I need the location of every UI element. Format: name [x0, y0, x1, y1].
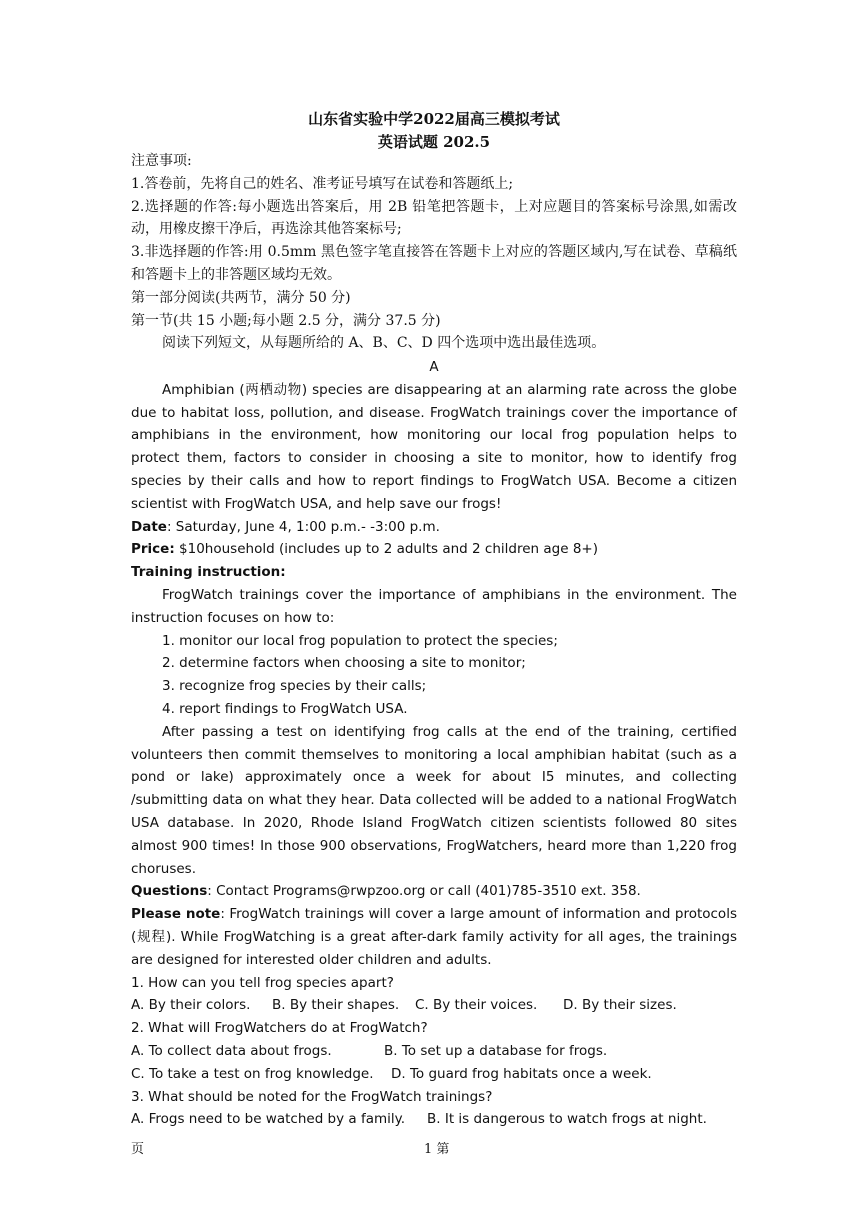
date-label: Date: [131, 518, 167, 535]
exam-title: 山东省实验中学2022届高三模拟考试: [308, 110, 560, 128]
question-stem: 3. What should be noted for the FrogWatch trainings?: [131, 1088, 493, 1105]
question-options: [131, 1063, 737, 1086]
question-stem: 2. What will FrogWatchers do at FrogWatch?: [131, 1020, 428, 1037]
option-c: C. By their voices.: [415, 997, 538, 1014]
questions-value: : Contact Programs@rwpzoo.org or call (401)785-3510 ext. 358.: [207, 883, 641, 900]
note-item-2: 2.选择题的作答:每小题选出答案后，用 2B 铅笔把答题卡，上对应题目的答案标号涂黑,如需改动，用橡皮擦干净后，再选涂其他答案标号;: [131, 198, 737, 238]
section-title: 第一节(共 15 小题;每小题 2.5 分，满分 37.5 分): [131, 312, 441, 329]
training-step: 2. determine factors when choosing a site to monitor;: [162, 655, 526, 672]
date-value: : Saturday, June 4, 1:00 p.m.- -3:00 p.m.: [166, 518, 440, 535]
questions-label: Questions: [131, 883, 208, 900]
option-a: A. To collect data about frogs.: [131, 1042, 332, 1059]
footer-page-number: 1 第: [424, 1142, 450, 1157]
option-a: A. Frogs need to be watched by a family.: [131, 1111, 406, 1128]
option-d: D. By their sizes.: [563, 997, 677, 1014]
footer-left: 页: [131, 1142, 145, 1157]
option-b: B. By their shapes.: [272, 997, 400, 1014]
training-label: Training instruction:: [131, 564, 286, 581]
option-d: D. To guard frog habitats once a week.: [391, 1065, 652, 1082]
price-label: Price:: [131, 541, 175, 558]
option-a: A. By their colors.: [131, 997, 251, 1014]
note-item-3: 3.非选择题的作答:用 0.5mm 黑色签字笔直接答在答题卡上对应的答题区域内,写在试卷、草稿纸和答题卡上的非答题区域均无效。: [131, 244, 737, 283]
note-label: Please note: [131, 906, 221, 923]
training-step: 4. report findings to FrogWatch USA.: [162, 700, 408, 717]
questions-contact-line: [131, 880, 737, 903]
question-options: [131, 1108, 737, 1131]
option-b: B. To set up a database for frogs.: [384, 1042, 608, 1059]
question-stem: 1. How can you tell frog species apart?: [131, 974, 394, 991]
please-note-paragraph: [131, 903, 737, 971]
passage-section: [131, 356, 737, 1131]
training-text: FrogWatch trainings cover the importance of amphibians in the environment. The instruction focuses on how to:: [131, 586, 737, 626]
note-item-1: 1.答卷前，先将自己的姓名、准考证号填写在试卷和答题纸上;: [131, 175, 514, 192]
notes-heading: 注意事项:: [131, 153, 192, 169]
reading-instruction: 阅读下列短文，从每题所给的 A、B、C、D 四个选项中选出最佳选项。: [162, 335, 606, 352]
notes-section: [131, 150, 737, 355]
price-line: [131, 538, 737, 561]
training-heading: [131, 561, 737, 584]
option-c: C. To take a test on frog knowledge.: [131, 1065, 374, 1082]
question-options: [131, 1040, 737, 1063]
training-step: 1. monitor our local frog population to protect the species;: [162, 632, 558, 649]
passage-intro: Amphibian (两栖动物) species are disappearing at an alarming rate across the globe due to habitat loss, pollution, and disease. FrogWatch trainings cover the importance of amphibians in the environment, how monitoring our local frog population helps to protect them, factors to consider in choosing a site to monitor, how to identify frog species by their calls and how to report findings to FrogWatch USA. Become a citizen scientist with FrogWatch USA, and help save our frogs!: [131, 381, 737, 512]
part-title: 第一部分阅读(共两节，满分 50 分): [131, 289, 351, 306]
option-b: B. It is dangerous to watch frogs at night.: [427, 1111, 707, 1128]
after-training-text: After passing a test on identifying frog calls at the end of the training, certified volunteers then commit themselves to monitoring a local amphibian habitat (such as a pond or lake) approximately once a week for about I5 minutes, and collecting /submitting data on what they hear. Data collected will be added to a national FrogWatch USA database. In 2020, Rhode Island FrogWatch citizen scientists followed 80 sites almost 900 times! In those 900 observations, FrogWatchers, heard more than 1,220 frog choruses.: [131, 723, 737, 877]
price-value: $10household (includes up to 2 adults and 2 children age 8+): [174, 541, 598, 558]
passage-letter: A: [429, 359, 439, 375]
note-value: : FrogWatch trainings will cover a large amount of information and protocols (规程). While FrogWatching is a great after-dark family activity for all ages, the trainings are designed for interested older children and adults.: [131, 906, 737, 968]
exam-subtitle: 英语试题 202.5: [377, 133, 491, 151]
date-line: [131, 516, 737, 539]
question-options: [131, 994, 737, 1017]
training-step: 3. recognize frog species by their calls;: [162, 678, 427, 695]
